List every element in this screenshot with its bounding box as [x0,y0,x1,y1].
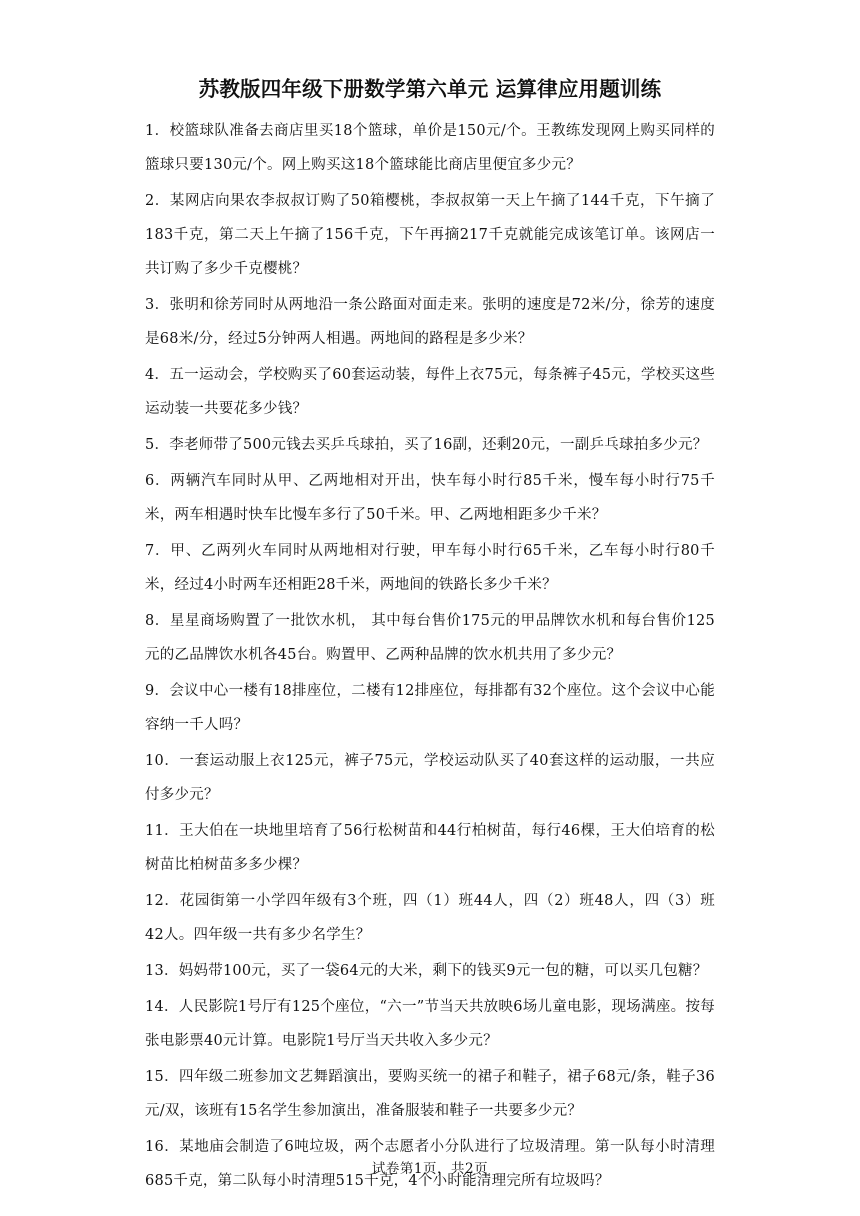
question-item: 15．四年级二班参加文艺舞蹈演出，要购买统一的裙子和鞋子，裙子68元/条，鞋子36元/双，该班有15名学生参加演出，准备服装和鞋子一共要多少元？ [145,1069,715,1119]
question-item: 13．妈妈带100元，买了一袋64元的大米，剩下的钱买9元一包的糖，可以买几包糖？ [145,963,708,979]
page-footer: 试卷第1页，共2页 [371,1161,489,1177]
question-item: 16．某地庙会制造了6吨垃圾，两个志愿者小分队进行了垃圾清理。第一队每小时清理685千克，第二队每小时清理515千克，4个小时能清理完所有垃圾吗？ [145,1139,715,1189]
question-item: 12．花园街第一小学四年级有3个班，四（1）班44人，四（2）班48人，四（3）班42人。四年级一共有多少名学生？ [145,893,715,943]
question-item: 7．甲、乙两列火车同时从两地相对行驶，甲车每小时行65千米，乙车每小时行80千米，经过4小时两车还相距28千米，两地间的铁路长多少千米？ [145,543,715,593]
question-item: 4．五一运动会，学校购买了60套运动装，每件上衣75元，每条裤子45元，学校买这些运动装一共要花多少钱？ [145,367,715,417]
question-item: 6．两辆汽车同时从甲、乙两地相对开出，快车每小时行85千米，慢车每小时行75千米，两车相遇时快车比慢车多行了50千米。甲、乙两地相距多少千米？ [145,473,715,523]
question-item: 14．人民影院1号厅有125个座位，“六一”节当天共放映6场儿童电影，现场满座。按每张电影票40元计算。电影院1号厅当天共收入多少元？ [145,999,715,1049]
page-title: 苏教版四年级下册数学第六单元 运算律应用题训练 [198,77,662,101]
question-item: 9．会议中心一楼有18排座位，二楼有12排座位，每排都有32个座位。这个会议中心能容纳一千人吗？ [145,683,715,733]
question-item: 2．某网店向果农李叔叔订购了50箱樱桃，李叔叔第一天上午摘了144千克，下午摘了183千克，第二天上午摘了156千克，下午再摘217千克就能完成该笔订单。该网店一共订购了多少千克樱桃？ [145,193,715,277]
question-item: 3．张明和徐芳同时从两地沿一条公路面对面走来。张明的速度是72米/分，徐芳的速度是68米/分，经过5分钟两人相遇。两地间的路程是多少米？ [145,297,715,347]
question-item: 8．星星商场购置了一批饮水机， 其中每台售价175元的甲品牌饮水机和每台售价125元的乙品牌饮水机各45台。购置甲、乙两种品牌的饮水机共用了多少元？ [145,613,715,663]
question-item: 10．一套运动服上衣125元，裤子75元，学校运动队买了40套这样的运动服，一共应付多少元？ [145,753,715,803]
question-item: 1．校篮球队准备去商店里买18个篮球，单价是150元/个。王教练发现网上购买同样的篮球只要130元/个。网上购买这18个篮球能比商店里便宜多少元？ [145,123,715,173]
question-item: 5．李老师带了500元钱去买乒乓球拍，买了16副，还剩20元，一副乒乓球拍多少元？ [145,437,708,453]
question-item: 11．王大伯在一块地里培育了56行松树苗和44行柏树苗，每行46棵，王大伯培育的松树苗比柏树苗多多少棵？ [145,823,715,873]
question-list [145,114,715,1200]
